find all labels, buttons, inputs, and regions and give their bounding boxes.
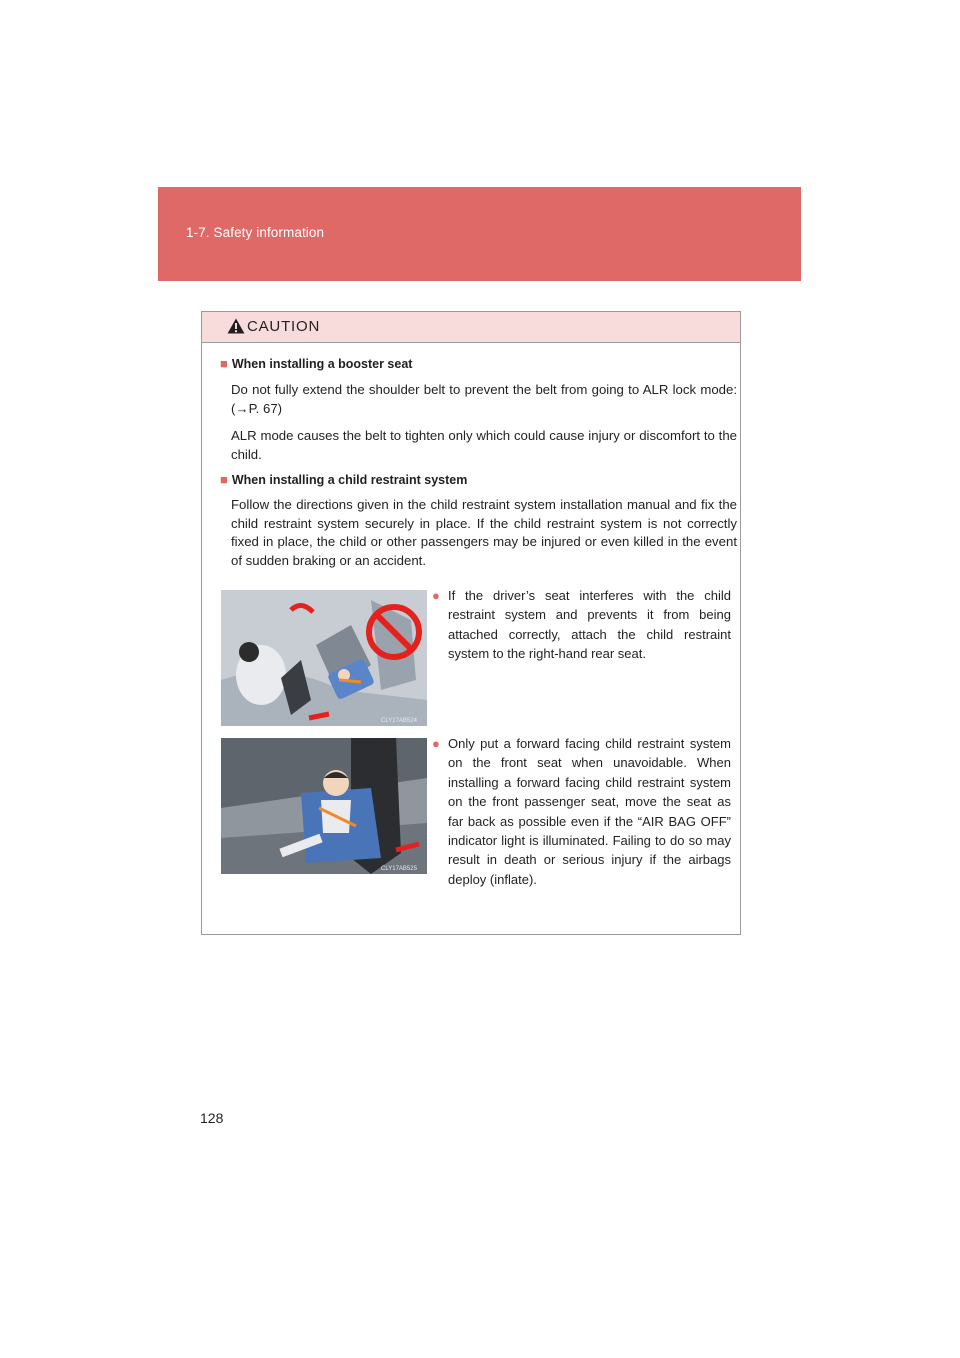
paragraph-booster-2: ALR mode causes the belt to tighten only which could cause injury or discomfort to the child. [231,428,737,462]
caution-box [201,311,741,935]
section-heading-booster: ■ When installing a booster seat [220,356,413,371]
circle-bullet-icon: ● [432,588,440,603]
header-band [158,187,801,281]
paragraph-booster-1: Do not fully extend the shoulder belt to prevent the belt from going to ALR lock mode: (→P. 67) [231,382,737,416]
image-code-524: CLY17AB524 [381,718,417,724]
illustration-forward-facing-seat [221,738,427,874]
square-bullet-icon: ■ [220,356,228,371]
caution-title: CAUTION [247,318,321,335]
image-code-525: CLY17AB525 [381,866,417,872]
paragraph-restraint-1: Follow the directions given in the child restraint system installation manual and fix the child restraint system securely in place. If the child restraint system is not correctly fixed in place, the child or other passengers may be injured or even killed in the event of sudden braking or an accident. [231,497,737,568]
page-number: 128 [200,1110,224,1126]
bullet-forward-facing: ● Only put a forward facing child restraint system on the front seat when unavoidable. When installing a forward facing child restraint system on the front passenger seat, move the seat as far back as possible even if the “AIR BAG OFF” indicator light is illuminated. Failing to do so may result in death or serious injury if the airbags deploy (inflate). [432,736,731,887]
illustration-driver-seat-interference [221,590,427,726]
section-heading-restraint: ■ When installing a child restraint system [220,472,468,487]
warning-triangle-icon [227,318,245,334]
circle-bullet-icon: ● [432,736,440,751]
section-label: 1-7. Safety information [186,225,325,240]
caution-header [202,312,740,343]
bullet-driver-seat: ● If the driver’s seat interferes with the child restraint system and prevents it from being attached correctly, attach the child restraint system to the right-hand rear seat. [432,588,731,662]
square-bullet-icon: ■ [220,472,228,487]
